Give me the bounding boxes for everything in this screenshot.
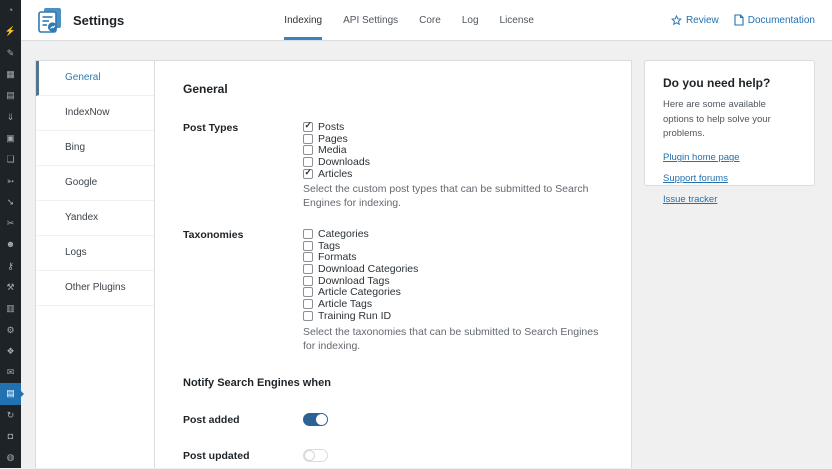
- subnav-item-bing[interactable]: Bing: [36, 131, 154, 166]
- taxonomies-row: [183, 228, 603, 353]
- tab-indexing[interactable]: Indexing: [284, 0, 322, 40]
- documentation-label: Documentation: [747, 14, 815, 26]
- snippets-icon[interactable]: ✂: [6, 218, 15, 229]
- checkbox-option[interactable]: [303, 263, 603, 275]
- settings-card: [35, 60, 632, 468]
- page-header: [21, 0, 832, 41]
- post-types-row: [183, 121, 603, 211]
- checkbox-label: Article Tags: [318, 298, 373, 311]
- settings-sliders-icon[interactable]: ▥: [6, 303, 15, 314]
- help-link-issue-tracker[interactable]: Issue tracker: [663, 194, 718, 206]
- instant-indexing-icon[interactable]: ▤: [0, 383, 21, 404]
- checkbox-label: Tags: [318, 239, 341, 252]
- subnav-item-logs[interactable]: Logs: [36, 236, 154, 271]
- subnav-item-google[interactable]: Google: [36, 166, 154, 201]
- tab-api-settings[interactable]: API Settings: [343, 14, 399, 26]
- checkbox[interactable]: [303, 157, 313, 167]
- checkbox[interactable]: [303, 169, 313, 179]
- help-panel: [644, 60, 815, 206]
- pages-icon[interactable]: ▤: [6, 90, 15, 101]
- post-types-description: Select the custom post types that can be submitted to Search Engines for indexing.: [303, 183, 589, 210]
- dashboard-icon[interactable]: ◔: [7, 5, 14, 16]
- settings-subnav: [36, 61, 155, 468]
- subnav-item-other-plugins[interactable]: Other Plugins: [36, 271, 154, 306]
- checkbox-label: Article Categories: [318, 286, 401, 299]
- checkbox-option[interactable]: [303, 275, 603, 287]
- checkbox-label: Download Tags: [318, 274, 390, 287]
- posts-pin-icon[interactable]: ✎: [6, 47, 15, 58]
- section-heading: General: [183, 82, 228, 96]
- checkbox[interactable]: [303, 229, 313, 239]
- checkbox-label: Formats: [318, 251, 357, 264]
- sync-icon[interactable]: ↻: [6, 409, 15, 420]
- taxonomies-checkbox-group: [303, 228, 603, 322]
- review-label: Review: [685, 14, 719, 26]
- lock-icon[interactable]: ◘: [7, 431, 14, 442]
- plugin-logo-icon: [35, 6, 65, 34]
- checkbox-label: Categories: [318, 228, 369, 240]
- pin-icon[interactable]: ➳: [6, 175, 15, 186]
- checkbox[interactable]: [303, 276, 313, 286]
- plugin-circle-icon[interactable]: ◍: [6, 452, 15, 463]
- checkbox[interactable]: [303, 252, 313, 262]
- taxonomies-label: Taxonomies: [183, 229, 244, 242]
- checkbox-option[interactable]: [303, 121, 603, 133]
- checkbox-label: Training Run ID: [318, 309, 392, 322]
- checkbox[interactable]: [303, 241, 313, 251]
- tab-license[interactable]: License: [499, 14, 534, 26]
- page-title: Settings: [73, 12, 125, 28]
- post-types-checkbox-group: [303, 121, 603, 179]
- post-updated-toggle[interactable]: [303, 449, 328, 462]
- help-body: Here are some available options to help solve your problems.: [663, 99, 771, 140]
- security-shield-icon[interactable]: ❖: [6, 345, 15, 356]
- checkbox-option[interactable]: [303, 133, 603, 145]
- toggle-knob: [316, 414, 327, 425]
- post-added-toggle[interactable]: [303, 413, 328, 426]
- checkbox[interactable]: [303, 122, 313, 132]
- star-icon: [671, 15, 682, 26]
- products-icon[interactable]: ▣: [6, 132, 15, 143]
- help-links: [663, 152, 796, 205]
- checkbox[interactable]: [303, 299, 313, 309]
- media-icon[interactable]: ▦: [6, 69, 15, 80]
- post-updated-label: Post updated: [183, 450, 250, 463]
- users-icon[interactable]: ☻: [5, 239, 16, 250]
- checkbox-label: Media: [318, 144, 347, 157]
- checkbox-label: Pages: [318, 132, 348, 145]
- checkbox-option[interactable]: [303, 240, 603, 252]
- tab-core[interactable]: Core: [419, 14, 441, 26]
- documentation-button[interactable]: [734, 14, 815, 26]
- mail-icon[interactable]: ✉: [6, 367, 15, 378]
- settings-content: [155, 61, 631, 468]
- admin-sidebar: [0, 0, 21, 468]
- header-tabs: [284, 0, 555, 40]
- checkbox[interactable]: [303, 145, 313, 155]
- help-link-plugin-home-page[interactable]: Plugin home page: [663, 152, 740, 164]
- checkbox[interactable]: [303, 287, 313, 297]
- help-link-support-forums[interactable]: Support forums: [663, 173, 728, 185]
- checkbox-option[interactable]: [303, 156, 603, 168]
- checkbox-option[interactable]: [303, 298, 603, 310]
- tools-icon[interactable]: ⚒: [6, 282, 15, 292]
- checkbox[interactable]: [303, 311, 313, 321]
- checkbox-option[interactable]: [303, 287, 603, 299]
- checkbox[interactable]: [303, 134, 313, 144]
- options-icon[interactable]: ⚙: [6, 324, 15, 335]
- checkbox[interactable]: [303, 264, 313, 274]
- toggle-knob: [304, 450, 315, 461]
- taxonomies-description: Select the taxonomies that can be submitted to Search Engines for indexing.: [303, 325, 599, 352]
- checkbox-label: Articles: [318, 167, 353, 180]
- comments-icon[interactable]: ❏: [6, 154, 15, 165]
- checkbox-label: Downloads: [318, 155, 370, 168]
- downloads-icon[interactable]: ⇓: [6, 111, 15, 122]
- checkbox-option[interactable]: [303, 252, 603, 264]
- subnav-item-general[interactable]: General: [36, 61, 154, 96]
- post-added-label: Post added: [183, 414, 240, 427]
- checkbox-option[interactable]: [303, 310, 603, 322]
- document-icon: [734, 14, 744, 26]
- checkbox-option[interactable]: [303, 168, 603, 180]
- subnav-item-yandex[interactable]: Yandex: [36, 201, 154, 236]
- checkbox-option[interactable]: [303, 144, 603, 156]
- jetpack-icon[interactable]: ⚡: [4, 26, 17, 37]
- review-button[interactable]: [671, 14, 719, 26]
- notify-heading: Notify Search Engines when: [183, 377, 331, 390]
- post-types-label: Post Types: [183, 122, 239, 134]
- header-actions: [671, 14, 815, 26]
- post-updated-row: [183, 449, 603, 462]
- key-icon[interactable]: ⚷: [7, 260, 14, 271]
- checkbox-option[interactable]: [303, 228, 603, 240]
- cursor-icon[interactable]: ➘: [6, 196, 15, 207]
- tab-log[interactable]: Log: [461, 14, 479, 26]
- checkbox-label: Posts: [318, 120, 345, 133]
- post-added-row: [183, 413, 603, 426]
- checkbox-label: Download Categories: [318, 263, 419, 276]
- subnav-item-indexnow[interactable]: IndexNow: [36, 96, 154, 131]
- help-title: Do you need help?: [663, 76, 771, 90]
